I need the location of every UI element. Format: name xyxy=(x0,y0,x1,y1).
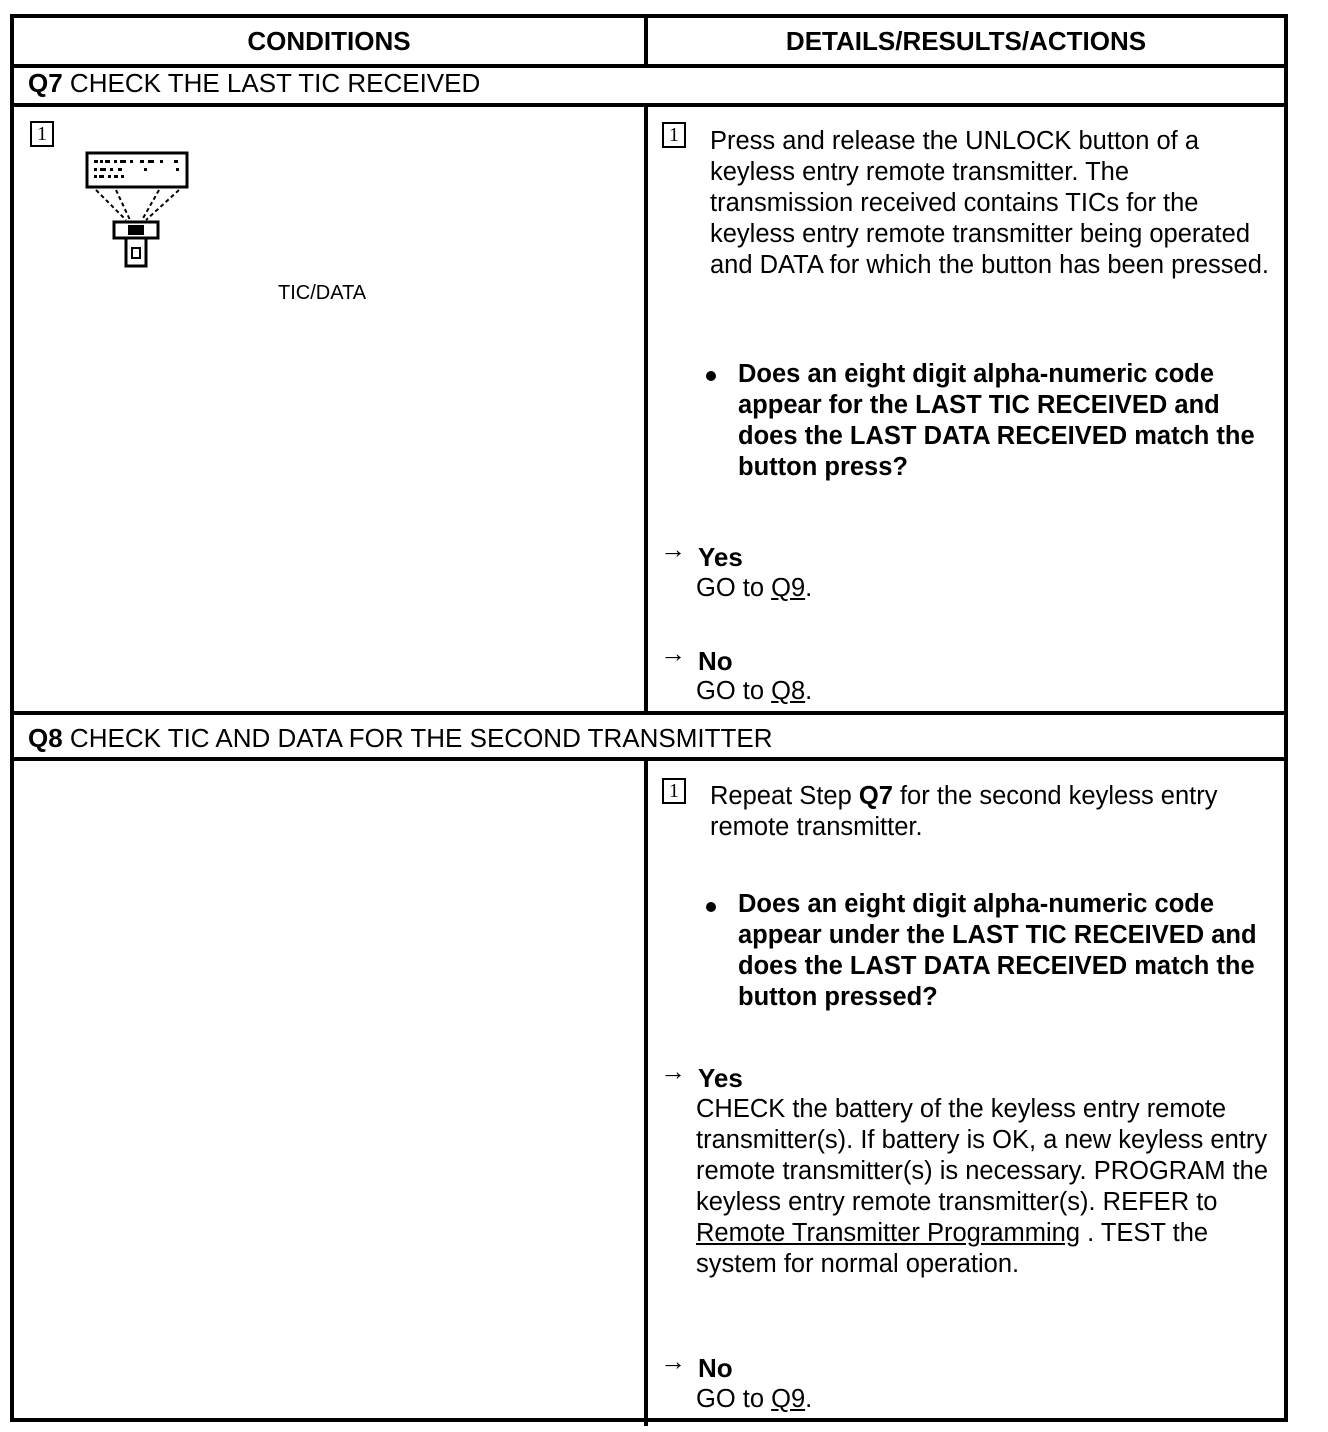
outcome-no-label: No xyxy=(698,646,733,676)
divider-q7-end xyxy=(14,711,1284,715)
link-remote-transmitter-programming[interactable]: Remote Transmitter Programming xyxy=(696,1219,1081,1247)
figure-caption: TIC/DATA xyxy=(278,282,367,304)
condition-step-number: 1 xyxy=(30,121,54,147)
outcome-yes-label: Yes xyxy=(698,1063,743,1093)
section-code-q7: Q7 xyxy=(28,68,63,98)
divider-header-vertical xyxy=(644,18,648,64)
action-step-number: 1 xyxy=(662,778,686,804)
outcome-no-suffix: . xyxy=(805,677,813,705)
link-q9[interactable]: Q9 xyxy=(771,1385,806,1413)
section-code-q8: Q8 xyxy=(28,723,63,753)
bullet-icon xyxy=(706,902,716,912)
link-q8[interactable]: Q8 xyxy=(771,677,806,705)
outcome-no-text xyxy=(696,676,812,707)
action-text: Press and release the UNLOCK button of a keyless entry remote transmitter. The transmission received contains TICs for the keyless entry remote transmitter being operated and DATA for which the button has been pressed. xyxy=(710,127,1269,279)
divider-q8-title xyxy=(14,757,1284,761)
arrow-right-icon: → xyxy=(660,1346,686,1376)
question-text: Does an eight digit alpha-numeric code appear under the LAST TIC RECEIVED and does the LAST DATA RECEIVED match the button pressed? xyxy=(738,890,1257,1011)
section-title-q8 xyxy=(28,723,772,754)
remote-transmitter-display-icon xyxy=(84,150,194,270)
outcome-no-text xyxy=(696,1384,812,1415)
outcome-yes-label: Yes xyxy=(698,542,743,572)
header-conditions: CONDITIONS xyxy=(247,26,411,56)
outcome-yes-suffix: . TEST the system for normal operation. xyxy=(696,1219,1209,1278)
arrow-right-icon: → xyxy=(660,1056,686,1086)
outcome-yes-prefix: CHECK the battery of the keyless entry remote transmitter(s). If battery is OK, a new keyless entry remote transmitter(s) is necessary. PROGRAM the keyless entry remote transmitter(s). REFER to xyxy=(696,1095,1268,1216)
header-details: DETAILS/RESULTS/ACTIONS xyxy=(785,26,1147,56)
diagnostic-table xyxy=(10,14,1288,1422)
question-text: Does an eight digit alpha-numeric code appear for the LAST TIC RECEIVED and does the LAST DATA RECEIVED match the button press? xyxy=(738,360,1255,481)
outcome-no-label: No xyxy=(698,1353,733,1383)
outcome-yes-suffix: . xyxy=(805,574,813,602)
divider-q8-vertical xyxy=(644,761,648,1426)
action-prefix: Repeat Step xyxy=(710,782,859,810)
outcome-no-prefix: GO to xyxy=(696,1385,772,1413)
arrow-right-icon: → xyxy=(660,638,686,668)
section-text-q8: CHECK TIC AND DATA FOR THE SECOND TRANSMITTER xyxy=(69,723,773,753)
divider-q7-title xyxy=(14,103,1284,107)
action-step-ref: Q7 xyxy=(858,782,893,810)
section-text-q7: CHECK THE LAST TIC RECEIVED xyxy=(69,68,481,98)
section-title-q7 xyxy=(28,68,480,99)
outcome-yes-prefix: GO to xyxy=(696,574,772,602)
outcome-yes-text xyxy=(696,573,812,604)
action-step-number: 1 xyxy=(662,122,686,148)
divider-q7-vertical xyxy=(644,107,648,711)
action-suffix: for the second keyless entry remote transmitter. xyxy=(710,782,1218,841)
action-text xyxy=(710,781,1276,843)
bullet-icon xyxy=(706,371,716,381)
link-q9[interactable]: Q9 xyxy=(771,574,806,602)
outcome-yes-text xyxy=(696,1094,1286,1280)
outcome-no-suffix: . xyxy=(805,1385,813,1413)
outcome-no-prefix: GO to xyxy=(696,677,772,705)
arrow-right-icon: → xyxy=(660,534,686,564)
